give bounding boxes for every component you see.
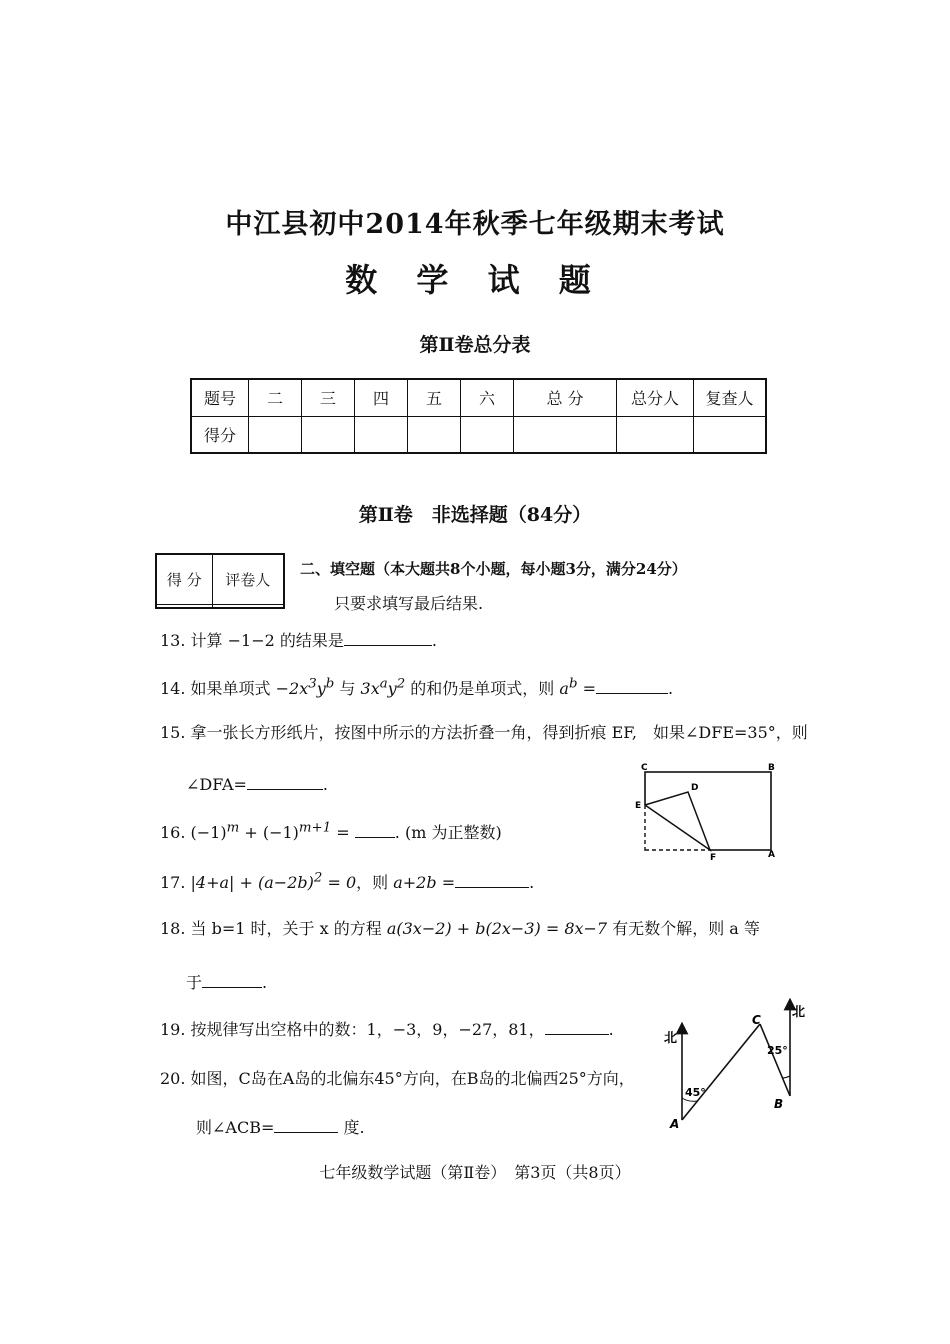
grader-score-cell[interactable] (156, 605, 212, 608)
question-20: 20. 如图，C岛在A岛的北偏东45°方向，在B岛的北偏西25°方向， (160, 1069, 635, 1088)
score-cell[interactable] (408, 416, 461, 453)
north-label-a: 北 (664, 1031, 678, 1046)
score-header-cell: 二 (249, 379, 302, 416)
score-header-cell: 总分人 (617, 379, 694, 416)
grader-header-score: 得 分 (156, 554, 212, 605)
answer-blank[interactable] (344, 631, 432, 646)
question-19-text: 19. 按规律写出空格中的数：1，−3，9，−27，81， (160, 1020, 545, 1039)
label-b: B (774, 1097, 784, 1111)
answer-blank[interactable] (355, 823, 395, 838)
label-d: D (691, 783, 699, 793)
rectangle-outline (645, 772, 771, 850)
label-c: C (641, 763, 648, 773)
score-header-cell: 复查人 (694, 379, 767, 416)
monomial-2: $3x^ay^2$ (360, 676, 406, 698)
question-18-answer-line: 于 . (186, 973, 268, 992)
question-16: 16. $(-1)^m + (-1)^{m+1}$ = . (m 为正整数) (160, 820, 502, 842)
question-18-text-3: 于 (186, 973, 203, 992)
grader-header-reviewer: 评卷人 (212, 554, 284, 605)
question-18-text: 18. 当 b=1 时，关于 x 的方程 (160, 919, 382, 938)
label-b: B (768, 763, 775, 773)
part-heading: 二、填空题（本大题共8个小题，每小题3分，满分24分） (300, 560, 687, 578)
north-label-b: 北 (792, 1005, 806, 1020)
score-header-cell: 六 (461, 379, 514, 416)
folded-rectangle-figure (628, 762, 788, 862)
segment-ac (682, 1024, 760, 1120)
question-15: 15. 拿一张长方形纸片，按图中所示的方法折叠一角，得到折痕 EF, 如果∠DFE=35°，则 (160, 723, 808, 742)
question-17-equation: $|4+a| + (a-2b)^2 = 0$ (190, 870, 357, 892)
monomial-1: $-2x^3y^b$ (275, 676, 335, 698)
score-cell[interactable] (249, 416, 302, 453)
exam-subtitle: 数 学 试 题 (345, 261, 605, 299)
page-footer: 七年级数学试题（第Ⅱ卷） 第3页（共8页） (319, 1163, 631, 1182)
angle-label-45: 45° (685, 1086, 706, 1099)
question-17-text: ，则 (356, 873, 389, 892)
question-13-text: 13. 计算 −1−2 的结果是 (160, 631, 344, 650)
question-14-text: 14. 如果单项式 (160, 679, 271, 698)
score-cell[interactable] (461, 416, 514, 453)
fold-triangle (645, 792, 710, 850)
score-header-cell: 题号 (191, 379, 249, 416)
question-18-equation: a(3x−2) + b(2x−3) = 8x−7 (386, 919, 608, 938)
label-f: F (710, 853, 717, 862)
score-cell[interactable] (617, 416, 694, 453)
label-a: A (670, 1117, 680, 1131)
question-15-answer-line: ∠DFA= . (186, 775, 328, 794)
part-instruction: 只要求填写最后结果. (334, 594, 484, 613)
label-e: E (635, 801, 642, 811)
score-row-label: 得分 (191, 416, 249, 453)
question-14: 14. 如果单项式 $-2x^3y^b$ 与 $3x^ay^2$ 的和仍是单项式，则 $a^b$ = . (160, 676, 674, 698)
grader-reviewer-cell[interactable] (212, 605, 284, 608)
expression-ab: $a^b$ (559, 676, 578, 698)
question-20-answer-line (196, 1115, 365, 1138)
score-header-cell: 三 (302, 379, 355, 416)
question-20-text-3: 度. (343, 1118, 365, 1137)
question-19: 19. 按规律写出空格中的数：1，−3，9，−27，81， . (160, 1020, 614, 1039)
question-20-text-2: 则∠ACB= (196, 1118, 275, 1137)
answer-blank[interactable] (274, 1118, 338, 1133)
island-bearing-figure (656, 998, 816, 1134)
score-cell[interactable] (302, 416, 355, 453)
question-15-text-2: ∠DFA= (186, 775, 247, 794)
score-table-title: 第Ⅱ卷总分表 (419, 334, 531, 356)
question-16-expression: $(-1)^m + (-1)^{m+1}$ = (190, 820, 350, 842)
score-cell[interactable] (355, 416, 408, 453)
score-table-header-row (191, 379, 766, 416)
label-c: C (752, 1013, 761, 1027)
score-cell[interactable] (514, 416, 617, 453)
segment-cb (760, 1024, 790, 1096)
score-header-cell: 五 (408, 379, 461, 416)
answer-blank[interactable] (202, 973, 262, 988)
score-table-score-row (191, 416, 766, 453)
question-14-text-2: 的和仍是单项式，则 (410, 679, 555, 698)
angle-label-25: 25° (767, 1044, 788, 1057)
question-17-target: a+2b (393, 873, 437, 892)
question-13: 13. 计算 −1−2 的结果是 . (160, 631, 437, 650)
answer-blank[interactable] (596, 679, 668, 694)
answer-blank[interactable] (247, 775, 323, 790)
answer-blank[interactable] (545, 1020, 609, 1035)
score-summary-table (190, 378, 767, 454)
label-a: A (768, 850, 775, 860)
question-18-text-2: 有无数个解，则 a 等 (612, 919, 760, 938)
answer-blank[interactable] (455, 873, 529, 888)
score-cell[interactable] (694, 416, 767, 453)
score-header-cell: 四 (355, 379, 408, 416)
section-title: 第Ⅱ卷 非选择题（84分） (358, 504, 592, 526)
exam-title: 中江县初中2014年秋季七年级期末考试 (225, 209, 725, 240)
question-16-note: (m 为正整数) (404, 823, 502, 842)
question-18 (160, 916, 760, 939)
question-17: 17. $|4+a| + (a-2b)^2 = 0$，则 a+2b = . (160, 870, 535, 892)
grader-box (155, 553, 285, 609)
score-header-cell: 总 分 (514, 379, 617, 416)
